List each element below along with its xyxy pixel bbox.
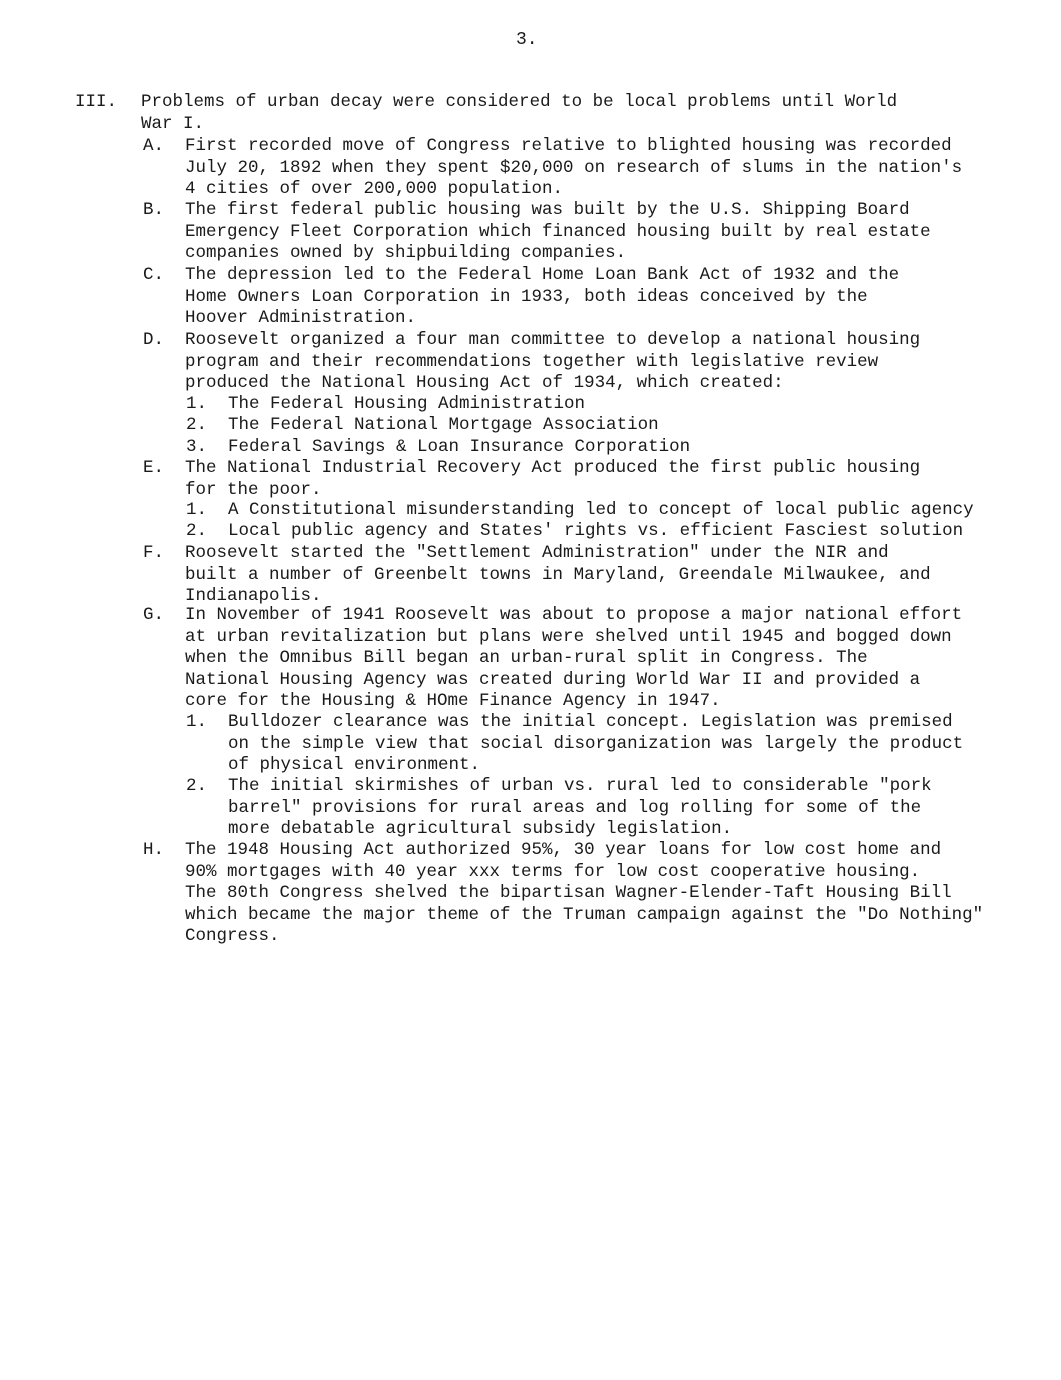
- sub-item-marker: 2.: [186, 776, 208, 796]
- sub-item-marker: 3.: [186, 437, 208, 457]
- text-line: Congress.: [185, 926, 280, 946]
- text-line: at urban revitalization but plans were shelved until 1945 and bogged down: [185, 626, 952, 647]
- text-line: 4 cities of over 200,000 population.: [185, 179, 564, 199]
- item-text: [185, 136, 962, 201]
- text-line: The first federal public housing was built by the U.S. Shipping Board: [185, 200, 910, 220]
- sub-item-text: The Federal National Mortgage Association: [228, 415, 659, 435]
- item-marker: G.: [143, 605, 165, 625]
- text-line: Indianapolis.: [185, 586, 322, 606]
- item-text: [185, 605, 962, 713]
- sub-item-text: A Constitutional misunderstanding led to concept of local public agency: [228, 500, 974, 520]
- text-line: more debatable agricultural subsidy legislation.: [228, 819, 733, 839]
- sub-item-marker: 2.: [186, 415, 208, 435]
- item-text: [185, 840, 983, 948]
- item-text: [185, 458, 920, 501]
- section-heading-line: Problems of urban decay were considered to be local problems until World: [141, 92, 898, 112]
- text-line: which became the major theme of the Truman campaign against the "Do Nothing": [185, 904, 984, 925]
- text-line: for the poor.: [185, 479, 322, 500]
- sub-item-text: Local public agency and States' rights vs. efficient Fasciest solution: [228, 521, 964, 541]
- text-line: Home Owners Loan Corporation in 1933, both ideas conceived by the: [185, 286, 868, 307]
- text-line: The 80th Congress shelved the bipartisan Wagner-Elender-Taft Housing Bill: [185, 883, 952, 903]
- sub-item-text: [228, 776, 932, 841]
- sub-item-marker: 1.: [186, 712, 208, 732]
- text-line: The 1948 Housing Act authorized 95%, 30 year loans for low cost home and: [185, 840, 942, 860]
- text-line: Roosevelt started the "Settlement Administration" under the NIR and: [185, 543, 889, 563]
- text-line: Bulldozer clearance was the initial concept. Legislation was premised: [228, 712, 953, 732]
- item-marker: B.: [143, 200, 165, 220]
- text-line: National Housing Agency was created during World War II and provided a: [185, 669, 921, 690]
- text-line: produced the National Housing Act of 1934, which created:: [185, 373, 784, 393]
- item-marker: H.: [143, 840, 165, 860]
- sub-item-marker: 1.: [186, 500, 208, 520]
- text-line: The initial skirmishes of urban vs. rural led to considerable "pork: [228, 776, 932, 796]
- item-marker: D.: [143, 330, 165, 350]
- section-heading: [141, 92, 897, 135]
- item-text: [185, 265, 899, 330]
- sub-item-text: [228, 712, 963, 777]
- section-heading-line: War I.: [141, 113, 205, 134]
- text-line: 90% mortgages with 40 year xxx terms for low cost cooperative housing.: [185, 861, 921, 882]
- text-line: when the Omnibus Bill began an urban-rural split in Congress. The: [185, 648, 868, 668]
- sub-item-text: The Federal Housing Administration: [228, 394, 586, 414]
- text-line: Hoover Administration.: [185, 308, 417, 328]
- sub-item-marker: 2.: [186, 521, 208, 541]
- text-line: companies owned by shipbuilding companies.: [185, 243, 627, 263]
- item-marker: F.: [143, 543, 165, 563]
- text-line: of physical environment.: [228, 755, 481, 775]
- text-line: core for the Housing & HOme Finance Agency in 1947.: [185, 691, 721, 711]
- text-line: The National Industrial Recovery Act produced the first public housing: [185, 458, 921, 478]
- item-text: [185, 200, 931, 265]
- page-number: 3.: [516, 30, 538, 50]
- text-line: Emergency Fleet Corporation which financed housing built by real estate: [185, 221, 931, 242]
- item-text: [185, 330, 920, 395]
- text-line: July 20, 1892 when they spent $20,000 on research of slums in the nation's: [185, 157, 963, 178]
- sub-item-text: Federal Savings & Loan Insurance Corporation: [228, 437, 691, 457]
- item-marker: C.: [143, 265, 165, 285]
- section-numeral: III.: [75, 92, 118, 112]
- text-line: The depression led to the Federal Home Loan Bank Act of 1932 and the: [185, 265, 900, 285]
- text-line: barrel" provisions for rural areas and log rolling for some of the: [228, 797, 922, 818]
- text-line: built a number of Greenbelt towns in Maryland, Greendale Milwaukee, and: [185, 564, 931, 585]
- text-line: Roosevelt organized a four man committee to develop a national housing: [185, 330, 921, 350]
- text-line: program and their recommendations together with legislative review: [185, 351, 879, 372]
- item-marker: A.: [143, 136, 165, 156]
- text-line: In November of 1941 Roosevelt was about to propose a major national effort: [185, 605, 963, 625]
- text-line: First recorded move of Congress relative to blighted housing was recorded: [185, 136, 952, 156]
- text-line: on the simple view that social disorganization was largely the product: [228, 733, 964, 754]
- item-text: [185, 543, 931, 608]
- sub-item-marker: 1.: [186, 394, 208, 414]
- item-marker: E.: [143, 458, 165, 478]
